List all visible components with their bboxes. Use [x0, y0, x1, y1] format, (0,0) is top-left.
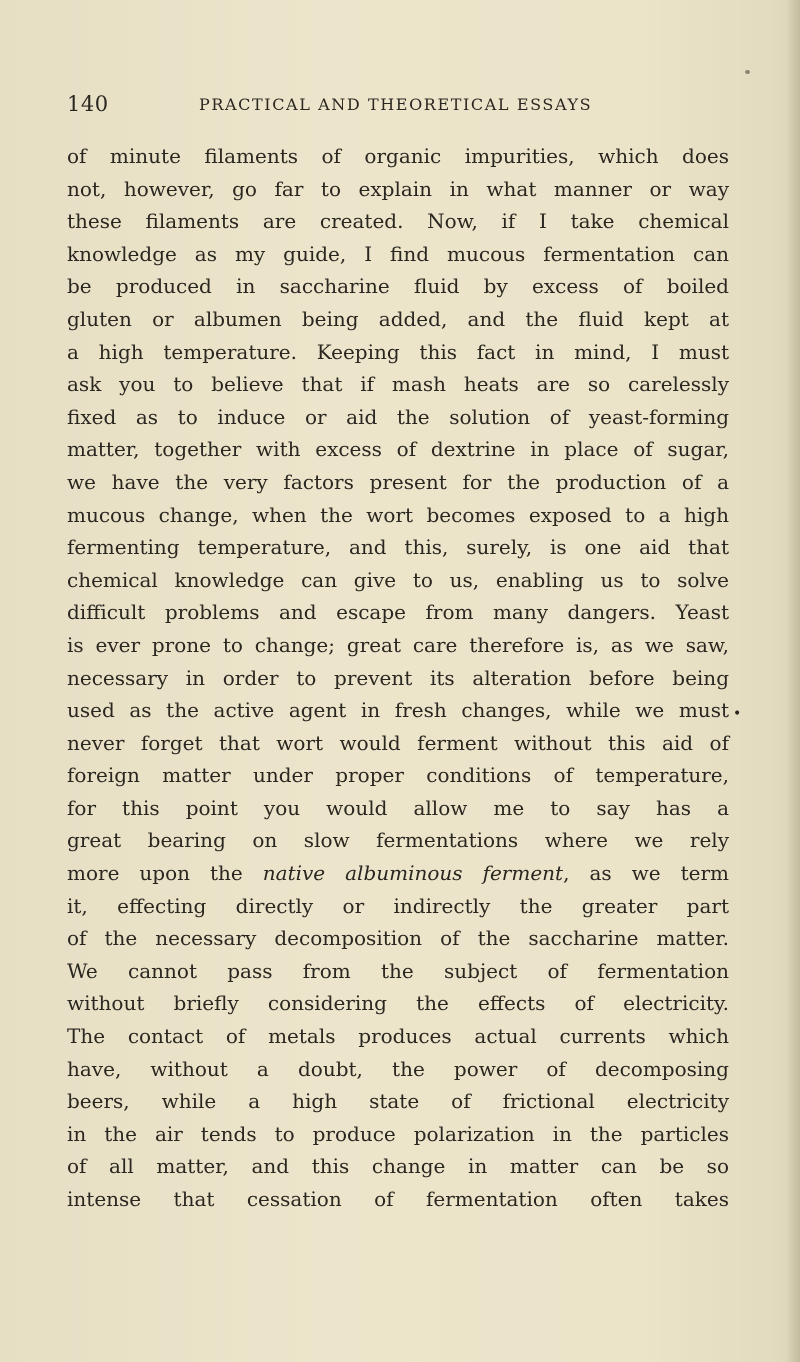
text-line: have, without a doubt, the power of decomposing — [67, 1056, 729, 1081]
text-line: intense that cessation of fermentation often takes — [67, 1187, 729, 1211]
running-head — [67, 92, 729, 120]
text-line: ask you to believe that if mash heats are so carelessly — [67, 372, 729, 397]
text-line: foreign matter under proper conditions of temperature, — [67, 763, 729, 788]
text-line: necessary in order to prevent its alteration before being — [67, 665, 729, 690]
text-line-with-italic — [67, 857, 729, 890]
margin-mark: • — [733, 706, 742, 722]
text-line: of the necessary decomposition of the saccharine matter. — [67, 926, 729, 951]
italic-term: native albuminous ferment — [262, 861, 564, 886]
text-line: is ever prone to change; great care therefore is, as we saw, — [67, 632, 729, 657]
text-line: never forget that wort would ferment without this aid of — [67, 730, 729, 755]
text-line: of all matter, and this change in matter can be so — [67, 1154, 729, 1179]
body-text — [67, 140, 729, 1216]
text-line: beers, while a high state of frictional electricity — [67, 1089, 729, 1114]
text-line: without briefly considering the effects of electricity. — [67, 991, 729, 1016]
text-line: mucous change, when the wort becomes exposed to a high — [67, 502, 729, 527]
text-line: great bearing on slow fermentations where we rely — [67, 828, 729, 853]
page-number: 140 — [67, 92, 109, 116]
text-run: more upon the — [67, 861, 263, 886]
text-line: fixed as to induce or aid the solution of yeast-forming — [67, 404, 729, 429]
text-line: of minute filaments of organic impurities, which does — [67, 144, 729, 168]
text-line: these filaments are created. Now, if I take chemical — [67, 209, 729, 234]
text-line: matter, together with excess of dextrine in place of sugar, — [67, 437, 729, 462]
text-line: gluten or albumen being added, and the fluid kept at — [67, 306, 729, 331]
text-line: chemical knowledge can give to us, enabling us to solve — [67, 567, 729, 592]
text-line: fermenting temperature, and this, surely, is one aid that — [67, 535, 729, 560]
text-line: difficult problems and escape from many dangers. Yeast — [67, 600, 729, 625]
text-line: not, however, go far to explain in what manner or way — [67, 176, 729, 201]
text-line: The contact of metals produces actual currents which — [67, 1024, 729, 1049]
text-line: it, effecting directly or indirectly the greater part — [67, 893, 729, 918]
text-line: We cannot pass from the subject of fermentation — [67, 958, 729, 983]
text-line: we have the very factors present for the production of a — [67, 469, 729, 494]
page-edge-shadow — [786, 0, 800, 1362]
text-run: , as we term — [563, 861, 729, 886]
text-line: knowledge as my guide, I find mucous fermentation can — [67, 241, 729, 266]
text-line: for this point you would allow me to say has a — [67, 795, 729, 820]
text-line: in the air tends to produce polarization in the particles — [67, 1121, 729, 1146]
text-line: be produced in saccharine fluid by excess of boiled — [67, 274, 729, 299]
paper-speck — [745, 70, 750, 74]
text-line: used as the active agent in fresh changes, while we must — [67, 698, 729, 723]
running-title: PRACTICAL AND THEORETICAL ESSAYS — [199, 95, 593, 114]
text-line: a high temperature. Keeping this fact in mind, I must — [67, 339, 729, 364]
